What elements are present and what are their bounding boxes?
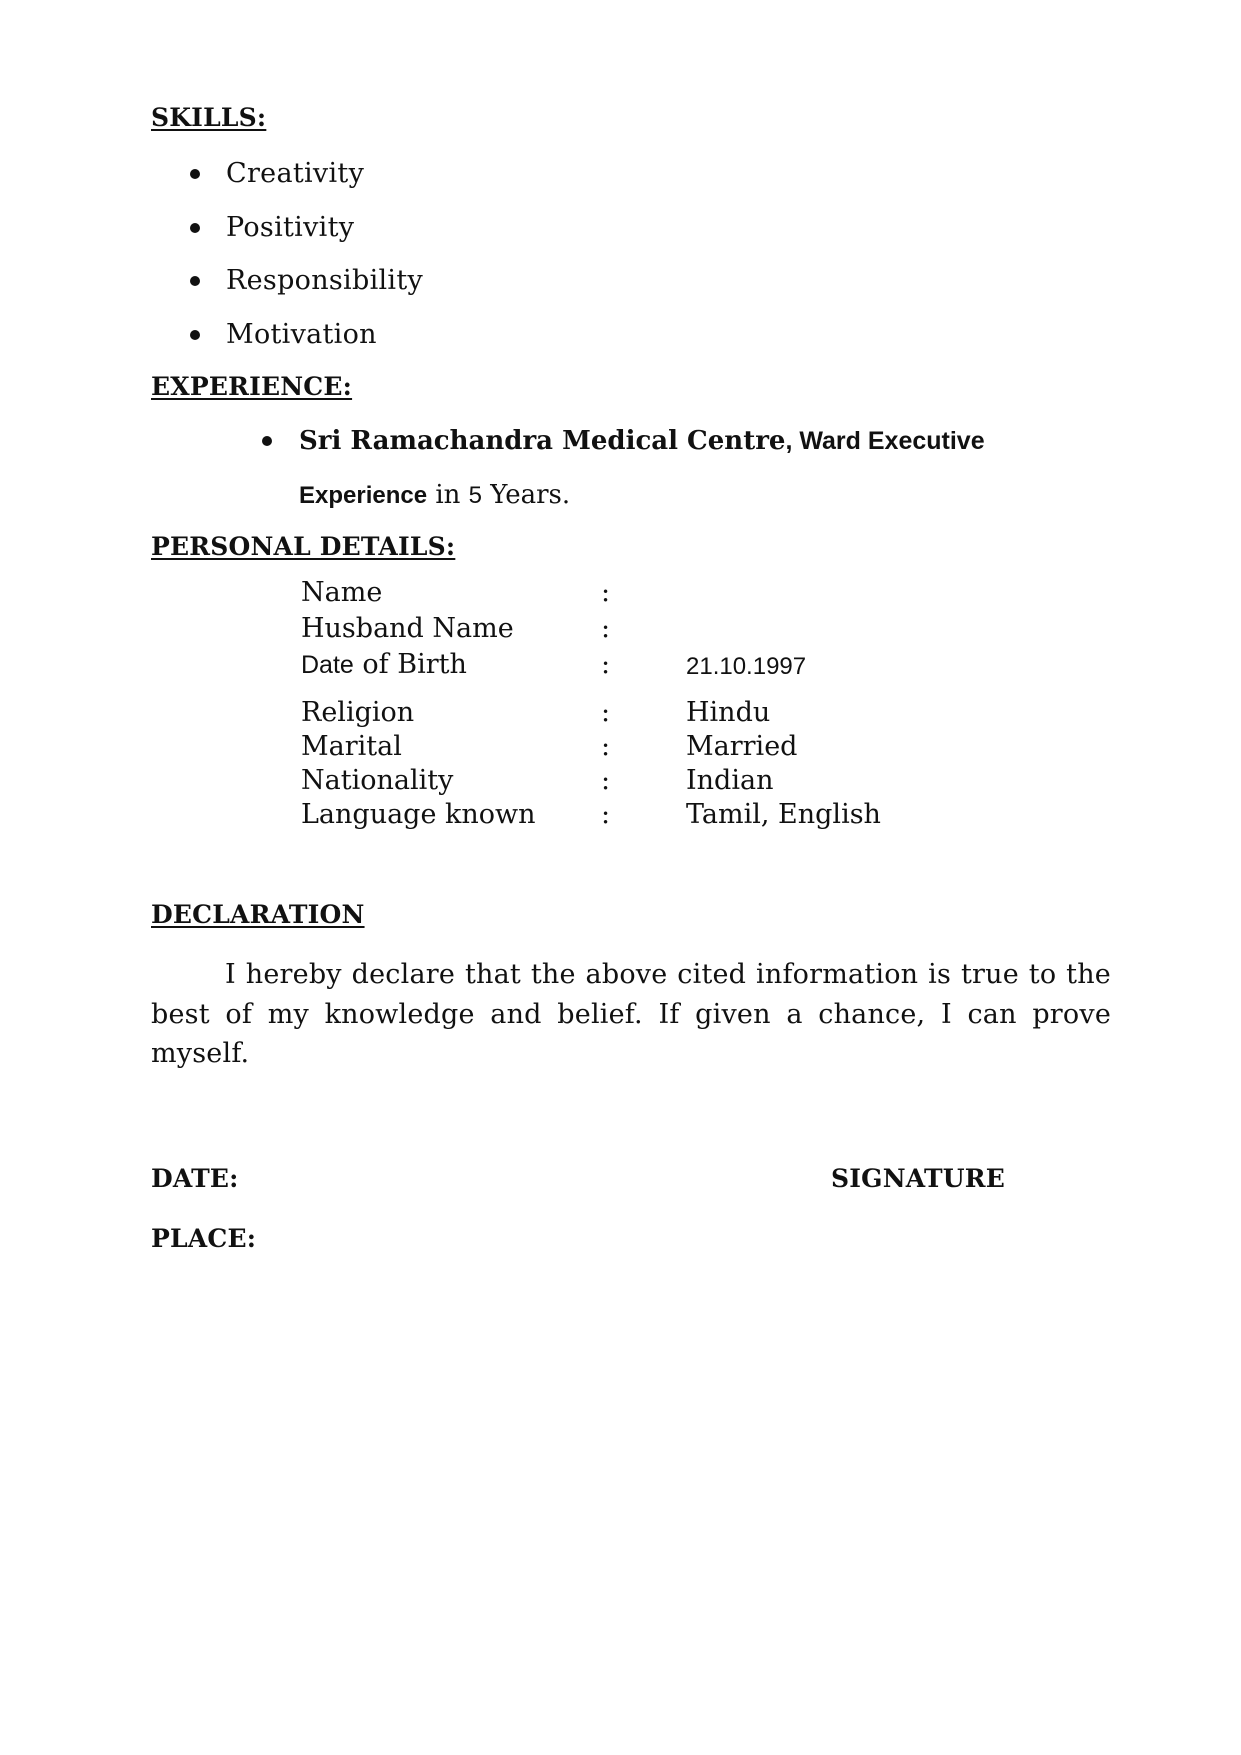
detail-label-part: Date — [301, 651, 354, 679]
detail-label — [301, 649, 467, 680]
detail-row-date-of-birth — [0, 649, 1241, 689]
signature-label: SIGNATURE — [831, 1164, 1006, 1193]
list-item — [190, 152, 423, 206]
bullet-icon — [190, 276, 200, 286]
detail-label: Nationality — [301, 765, 454, 796]
detail-row-language-known — [0, 799, 1241, 839]
experience-line-2 — [299, 474, 570, 519]
list-item — [190, 313, 423, 367]
detail-row-husband-name — [0, 613, 1241, 653]
declaration-heading: DECLARATION — [151, 900, 365, 929]
skills-list — [190, 152, 423, 366]
detail-separator: : — [601, 649, 611, 680]
experience-heading: EXPERIENCE: — [151, 372, 353, 401]
detail-separator: : — [601, 577, 611, 608]
detail-label: Marital — [301, 731, 402, 762]
place-label: PLACE: — [151, 1224, 257, 1253]
detail-value: Hindu — [686, 697, 771, 728]
detail-value: Married — [686, 731, 798, 762]
date-label: DATE: — [151, 1164, 239, 1193]
detail-value: Indian — [686, 765, 774, 796]
experience-organization: Sri Ramachandra Medical Centre — [299, 426, 786, 456]
list-item — [190, 206, 423, 260]
detail-label-part: of Birth — [353, 649, 467, 680]
detail-row-name — [0, 577, 1241, 617]
detail-label: Name — [301, 577, 383, 608]
skill-label: Responsibility — [226, 265, 424, 296]
detail-label: Husband Name — [301, 613, 514, 644]
experience-years-number: 5 — [468, 482, 483, 509]
experience-role: , Ward Executive — [785, 427, 985, 455]
experience-line-1 — [299, 420, 985, 465]
personal-details-heading: PERSONAL DETAILS: — [151, 532, 456, 561]
detail-value: 21.10.1997 — [686, 653, 807, 680]
declaration-text: I hereby declare that the above cited information is true to the best of my knowledge and belief. If given a chance, I can prove myself. — [151, 959, 1111, 1069]
detail-value: Tamil, English — [686, 799, 881, 830]
bullet-icon — [190, 169, 200, 179]
detail-separator: : — [601, 697, 611, 728]
list-item — [190, 259, 423, 313]
skill-label: Positivity — [226, 211, 355, 243]
bullet-icon — [262, 436, 272, 446]
detail-separator: : — [601, 799, 611, 830]
detail-separator: : — [601, 613, 611, 644]
detail-separator: : — [601, 765, 611, 796]
skill-label: Motivation — [226, 318, 377, 350]
experience-role-continued: Experience — [299, 482, 428, 509]
detail-label: Religion — [301, 697, 415, 728]
experience-in-text: in — [427, 480, 469, 510]
skills-heading: SKILLS: — [151, 103, 267, 132]
experience-years-word: Years. — [482, 480, 571, 510]
detail-label: Language known — [301, 799, 536, 830]
bullet-icon — [190, 223, 200, 233]
skill-label: Creativity — [226, 158, 365, 189]
bullet-icon — [190, 330, 200, 340]
detail-separator: : — [601, 731, 611, 762]
